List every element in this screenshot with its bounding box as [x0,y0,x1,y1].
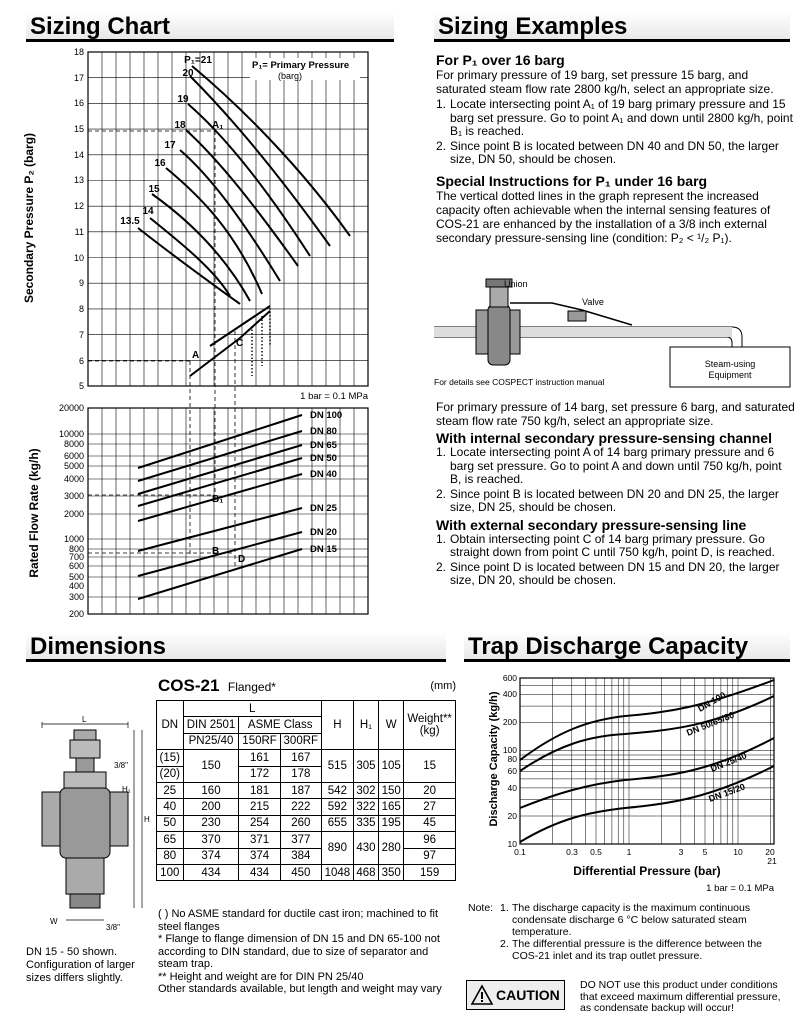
y-tick: 7 [78,330,84,340]
x-tick: 5 [702,847,708,857]
piping-diagram [432,275,792,390]
dn-label: DN 20 [310,527,337,538]
dn-label: DN 50 [310,453,337,464]
sizing-examples-body [436,52,796,245]
point-label-a: A [192,350,200,361]
x-tick: 0.3 [566,847,578,857]
point-label-b: B [212,546,220,557]
y-tick: 12 [73,201,84,211]
trap-unit-note: 1 bar = 0.1 MPa [706,883,774,894]
y-tick: 200 [502,717,517,727]
y-tick: 20000 [58,403,84,413]
y-tick: 500 [68,572,84,582]
point-label-b1: B₁ [212,494,224,505]
intro-low-pressure: For primary pressure of 14 barg, set pressure 6 barg, and saturated steam flow rate 750 kg/h, select an appropriate size. [436,400,795,428]
y-tick: 600 [68,561,84,571]
point-labels-top [192,120,243,361]
drawing-label-h1: H₁ [122,785,131,794]
drawing-label-d1: 3/8" [114,761,128,770]
y-axis-label-secondary-pressure: Secondary Pressure P₂ (barg) [22,132,36,304]
valve-drawing [30,715,150,937]
y-tick: 3000 [63,491,84,501]
drawing-label-h: H [144,815,150,824]
y-tick: 5000 [63,461,84,471]
col-h: H [321,701,353,750]
dn-line-100 [138,415,302,468]
y-tick: 18 [73,47,84,57]
steps-external-line [436,533,796,588]
dn-lines [138,415,302,599]
p1-curve-20 [190,76,330,246]
dn-label: DN 25 [310,503,337,514]
heading-p1-over-16: For P₁ over 16 barg [436,52,565,68]
y-tick: 400 [502,689,517,699]
point-label-c: C [236,338,244,349]
y-tick: 400 [68,581,84,591]
dimensions-table [156,700,456,881]
x-tick: 1 [626,847,632,857]
footnote: * Flange to flange dimension of DN 15 and DN 65-100 not according to DIN standard, due to size of separator and steam trap. [158,933,440,970]
y-tick: 200 [68,609,84,619]
col-dn: DN [157,701,184,750]
intro-special-instructions: The vertical dotted lines in the graph represent the increased capacity often achievable when the internal sensing features of COS-21 are enhanced by the installation of a 3/8 inch external secondary pressure-sensing line (condition: P₂ < ¹/₂ P₁). [436,188,771,245]
heading-external-line: With external secondary pressure-sensing line [436,516,747,533]
y-tick: 13 [73,175,84,185]
series-label: DN 50/65/80 [685,709,736,738]
y-tick: 17 [73,73,84,83]
y-tick: 8 [78,304,84,314]
col-300rf: 300RF [280,733,321,749]
x-tick-21: 21 [767,856,777,866]
y-tick: 5 [78,381,84,391]
y-tick: 6 [78,356,84,366]
table-row: 40 200 215 222 592 322 165 27 [157,799,456,815]
steps-p1-over-16 [436,98,796,167]
y-tick: 600 [502,673,517,683]
x-tick: 0.1 [514,847,526,857]
p1-label: 16 [154,158,166,169]
intro-p1-over-16: For primary pressure of 19 barg, set pressure 15 barg, and saturated steam flow rate 2800 kg/h, select an appropriate size. [436,68,774,96]
trap-x-axis-label: Differential Pressure (bar) [573,864,721,878]
p1-curves [138,66,350,376]
y-tick: 700 [68,552,84,562]
dimensions-header [26,632,446,662]
table-row: 100 434 434 450 1048 468 350 159 [157,864,456,880]
note-item: 2. The differential pressure is the difference between the COS-21 inlet and its trap outlet pressure. [500,938,763,962]
notes-label: Note: [468,902,494,914]
col-weight: Weight** (kg) [404,701,456,750]
p1-label: 18 [174,120,186,131]
dimensions-title: Dimensions [30,633,167,660]
step-item: 2. Since point D is located between DN 15 and DN 20, the larger size, DN 20, should be chosen. [436,559,780,587]
table-row: 25 160 181 187 542 302 150 20 [157,782,456,798]
p1-label: 17 [164,140,176,151]
p1-label: 14 [142,206,154,217]
trap-notes [468,902,790,962]
footnote: ( ) No ASME standard for ductile cast iron; machined to fit steel flanges [158,908,439,933]
dn-line-65 [138,445,302,494]
caution-badge [466,980,565,1010]
heading-special-instructions: Special Instructions for P₁ under 16 barg [436,172,708,189]
sizing-examples-title: Sizing Examples [438,13,628,40]
point-label-d: D [238,554,246,565]
y-tick: 10000 [58,429,84,439]
trap-curve-dn100 [520,680,774,760]
y-tick: 300 [68,592,84,602]
col-w: W [379,701,404,750]
drawing-caption: DN 15 - 50 shown. Configuration of larger sizes differs slightly. [26,946,135,984]
steps-internal-channel [436,446,796,515]
y-tick: 14 [73,150,84,160]
series-label: DN 100 [696,689,728,714]
dimensions-footnotes [158,908,454,996]
y-tick: 100 [502,745,517,755]
col-h1: H₁ [353,701,378,750]
p1-curve-13-5 [138,228,240,304]
note-item: 1. The discharge capacity is the maximum continuous condensate discharge 6 °C below saturated steam temperature. [500,902,751,938]
y-tick: 16 [73,98,84,108]
col-din: DIN 2501 [183,717,239,733]
y-tick: 6000 [63,451,84,461]
dn-label: DN 65 [310,440,337,451]
label-diagram-note: For details see COSPECT instruction manual [434,377,605,387]
dn-label: DN 80 [310,426,337,437]
sizing-chart-title: Sizing Chart [30,13,171,40]
label-valve: Valve [582,297,604,307]
sizing-examples-header [434,12,790,42]
legend-label: P₁= Primary Pressure [252,60,350,71]
footnote: Other standards available, but length and weight may vary [158,983,442,995]
x-tick: 10 [733,847,743,857]
col-150rf: 150RF [239,733,280,749]
y-tick: 11 [74,227,84,237]
trap-y-axis-label: Discharge Capacity (kg/h) [488,691,500,827]
series-label: DN 25/40 [709,750,749,774]
p1-label: P₁=21 [184,55,212,66]
table-row: 50 230 254 260 655 335 195 45 [157,815,456,831]
y-tick: 1000 [63,534,84,544]
caution-label: CAUTION [496,987,560,1003]
x-tick: 3 [678,847,684,857]
x-tick: 0.5 [590,847,602,857]
warning-icon [471,985,493,1005]
dn-label: DN 100 [310,410,343,421]
y-tick: 15 [73,124,84,134]
step-item: 1. Obtain intersecting point C of 14 barg primary pressure. Go straight down from point C until 750 kg/h, point D, is reached. [436,531,775,559]
dn-label: DN 15 [310,544,337,555]
table-row: 80 374 374 384 97 [157,848,456,864]
caution-text: DO NOT use this product under conditions that exceed maximum differential pressure, as condensate backup will occur! [580,979,781,1014]
dimensions-table-heading [158,676,456,698]
p1-curve-15 [152,194,250,301]
y-tick: 2000 [63,509,84,519]
y-tick: 10 [73,253,84,263]
label-union: Union [504,279,528,289]
drawing-label-w: W [50,917,58,926]
low-branch-14 [190,311,270,376]
y-tick: 20 [507,811,517,821]
y-tick: 60 [507,766,517,776]
trap-y-ticks [503,673,517,849]
table-row: (20) 172 178 [157,766,456,782]
sizing-chart-svg [40,46,380,621]
y-tick: 10 [507,839,517,849]
bottom-chart-y-ticks [59,403,84,619]
y-tick: 800 [68,544,84,554]
p1-curve-17 [180,150,280,281]
top-chart-y-ticks [74,47,84,391]
point-label-a1: A₁ [212,120,224,131]
sizing-examples-body-2 [436,400,796,589]
model-name: COS-21 [158,676,220,695]
drawing-label-l: L [82,715,87,724]
y-tick: 80 [507,754,517,764]
step-item: 1. Locate intersecting point A₁ of 19 barg primary pressure and 15 barg set pressure. Go to point A₁ and down until 2800 kg/h, point B₁ is reached. [436,97,793,138]
label-equipment: Steam-using Equipment [704,359,756,380]
unit-note: 1 bar = 0.1 MPa [300,391,368,402]
y-tick: 8000 [63,439,84,449]
trap-chart-svg [500,672,790,897]
dn-line-15 [138,549,302,599]
col-pn: PN25/40 [183,733,239,749]
trap-capacity-title: Trap Discharge Capacity [468,633,749,660]
drawing-label-d2: 3/8" [106,923,120,932]
p1-label: 13.5 [120,216,140,227]
y-tick: 4000 [63,474,84,484]
p1-label: 19 [177,94,189,105]
sizing-chart-header [26,12,394,42]
col-asme: ASME Class [239,717,321,733]
step-item: 2. Since point B is located between DN 40 and DN 50, the larger size, DN 50, should be chosen. [436,138,779,166]
y-tick: 40 [507,783,517,793]
p1-label: 15 [148,184,160,195]
x-tick: 20 [765,847,775,857]
y-axis-label-flow-rate: Rated Flow Rate (kg/h) [27,448,41,578]
model-suffix: Flanged* [227,680,276,694]
y-tick: 9 [78,278,84,288]
footnote: ** Height and weight are for DIN PN 25/40 [158,970,364,983]
dn-label: DN 40 [310,469,337,480]
series-label: DN 15/20 [707,781,747,804]
unit-label: (mm) [430,680,456,692]
p1-curve-14 [150,218,230,296]
heading-internal-channel: With internal secondary pressure-sensing channel [436,430,772,446]
dn-line-20 [138,532,302,576]
p1-label: 20 [182,68,194,79]
table-row: (15) 150 161 167 515 305 105 15 [157,750,456,766]
trap-capacity-header [464,632,790,662]
legend-unit: (barg) [278,71,303,81]
col-l: L [183,701,321,717]
step-item: 2. Since point B is located between DN 20 and DN 25, the larger size, DN 25, should be chosen. [436,486,779,514]
header-row [157,701,456,717]
step-item: 1. Locate intersecting point A of 14 barg primary pressure and 6 barg set pressure. Go to point A and down until 750 kg/h, point B, is reached. [436,445,782,486]
table-row: 65 370 371 377 890 430 280 96 [157,832,456,848]
